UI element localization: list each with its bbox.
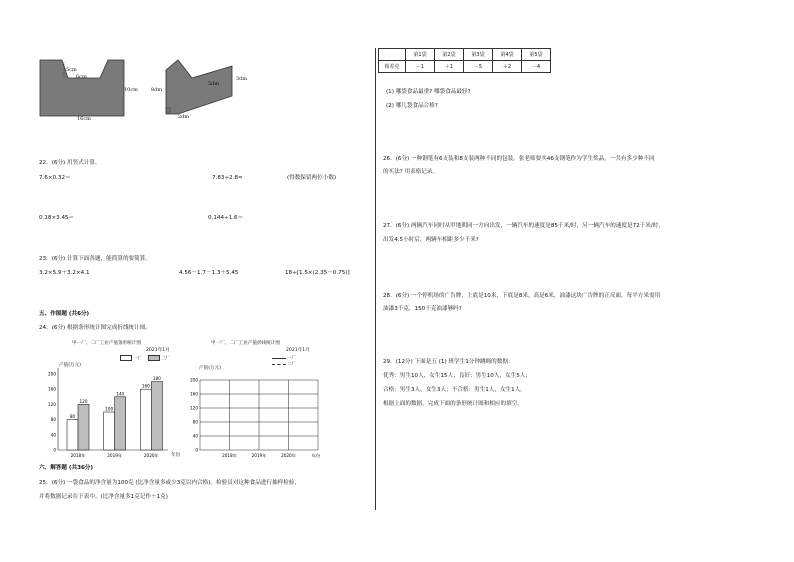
table-header-cell: 第5袋	[522, 49, 551, 61]
bar	[78, 404, 89, 450]
bar	[67, 420, 78, 450]
column-divider	[375, 48, 376, 510]
bar-chart-ylabel: 产值(万元)	[59, 363, 81, 368]
y-tick-label: 160	[190, 391, 198, 397]
bar	[151, 382, 162, 450]
y-tick-label: 80	[192, 419, 198, 425]
line-chart-ylabel: 产值(万元)	[199, 366, 221, 371]
x-tick-label: 2020年	[281, 453, 296, 458]
x-tick-label: 2019年	[251, 453, 267, 458]
bar-value-label: 140	[116, 391, 125, 397]
q29-line-4: 根据上面的数据，完成下面的条形统计图和相应的填空。	[383, 401, 523, 407]
fig1-label-a: 5cm	[66, 67, 77, 73]
q23-title: 23．(6分) 计算下面各题，能简算的要简算。	[39, 256, 151, 262]
x-axis-label: 年份	[311, 453, 321, 458]
q23-item-1: 3.2×5.9＋3.2×4.1	[39, 270, 90, 276]
q23-item-2: 4.56－1.7－1.3＋5.45	[179, 270, 239, 276]
q23-item-3: 18÷[1.5×(2.35－0.75)]	[285, 270, 350, 276]
bar	[140, 389, 151, 450]
fig2-label-c: 8dm	[151, 87, 163, 93]
y-tick-label: 160	[48, 386, 56, 392]
table-row	[379, 61, 551, 73]
line-chart-title: 甲一厂、二厂工业产值折线统计图	[211, 341, 280, 346]
line-legend-label-1: 一厂	[287, 355, 296, 360]
line-legend-label-2: 二厂	[287, 361, 296, 366]
bar-chart	[40, 360, 180, 460]
x-tick-label: 2018年	[222, 453, 237, 458]
figure-2	[160, 58, 240, 118]
table-cell: ＋1	[435, 61, 464, 73]
y-tick-label: 0	[53, 447, 56, 453]
fig1-label-d: 16cm	[77, 116, 91, 122]
y-tick-label: 120	[48, 401, 56, 407]
table-cell: －4	[522, 61, 551, 73]
y-tick-label: 40	[50, 432, 56, 438]
x-tick-label: 2020年	[143, 453, 159, 458]
bar-value-label: 80	[69, 414, 76, 420]
y-tick-label: 0	[195, 447, 198, 453]
legend-label-2: 二厂	[161, 356, 170, 362]
weight-table	[378, 48, 551, 73]
x-tick-label: 2018年	[70, 453, 86, 458]
q22-item-1: 7.6×0.32＝	[39, 175, 71, 181]
bar	[104, 412, 115, 450]
x-tick-label: 2019年	[107, 453, 123, 458]
legend-label-1: 一厂	[133, 356, 143, 362]
q24-title: 24．(6分) 根据条形统计图完成折线统计图。	[39, 325, 151, 331]
bar-value-label: 160	[141, 383, 150, 389]
q28-line-2: 油漆3千克，150千克油漆够吗?	[383, 306, 462, 312]
line-legend-swatch-2	[272, 364, 286, 365]
fig2-label-b: 3dm	[236, 76, 248, 82]
table-header-cell: 第1袋	[406, 49, 435, 61]
fig2-label-a: 5dm	[208, 81, 220, 87]
q25-sub-1: (1) 哪袋食品最重? 哪袋食品最轻?	[386, 89, 471, 95]
q27-line-1: 27．(6分) 两辆汽车同时从甲地朝同一方向出发，一辆汽车的速度是85千米/时，另一辆汽车的速度是72千米/时，	[383, 223, 664, 229]
table-header-cell: 第2袋	[435, 49, 464, 61]
bar-value-label: 120	[79, 398, 88, 404]
table-header-cell: 第4袋	[493, 49, 522, 61]
fig1-label-b: 6cm	[76, 74, 87, 80]
line-legend-swatch-1	[272, 358, 286, 359]
q25-line-1: 25．(6分) 一袋食品的净含量为100克 (比净含量多或少3克以内合格)。检验员对这种食品进行抽样检验，	[39, 480, 300, 486]
bar-value-label: 100	[105, 406, 114, 412]
q29-line-1: 29．(12分) 下面是五 (1) 班学生1分钟跳绳的数据：	[383, 359, 514, 365]
fig2-label-d: 2dm	[178, 114, 190, 120]
y-tick-label: 80	[50, 417, 56, 423]
bar-chart-xlabel: 年份	[171, 453, 181, 458]
table-cell: －5	[464, 61, 493, 73]
q25-line-2: 并将数据记录在下表中。(比净含量多1克记作＋1克)	[39, 494, 168, 500]
bar-chart-date: 2021年1月	[146, 348, 170, 353]
figure-1	[38, 58, 134, 120]
q29-line-2: 优秀：男生10人，女生15人；良好：男生10人，女生5人；	[383, 373, 531, 379]
table-header-cell	[379, 49, 406, 61]
q22-note: (得数保留两位小数)	[287, 175, 337, 181]
bar-chart-title: 甲一厂、二厂工业产值条形统计图	[72, 341, 141, 346]
line-chart-date: 2021年1月	[286, 348, 310, 353]
q22-title: 22．(6分) 用竖式计算。	[39, 160, 101, 166]
y-tick-label: 200	[190, 377, 198, 383]
section-6-heading: 六、解答题 (共36分)	[39, 465, 94, 471]
q25-sub-2: (2) 哪几袋食品合格?	[386, 103, 438, 109]
table-cell: －1	[406, 61, 435, 73]
table-cell: 相差克	[379, 61, 406, 73]
bar-value-label: 180	[152, 376, 161, 382]
section-5-heading: 五、作图题 (共6分)	[39, 311, 90, 317]
y-tick-label: 120	[190, 405, 198, 411]
q22-item-4: 0.144÷1.6＝	[208, 215, 244, 221]
table-header-row	[379, 49, 551, 61]
fig1-label-c: 10cm	[124, 87, 138, 93]
bar	[115, 397, 126, 450]
line-chart-legend	[272, 355, 296, 367]
q26-line-2: 的买法? 用表格记录。	[383, 169, 439, 175]
table-cell: ＋2	[493, 61, 522, 73]
q22-item-2: 7.83÷2.8≈	[212, 175, 243, 181]
y-tick-label: 200	[48, 371, 56, 377]
q29-line-3: 合格：男生3人，女生3人；不合格：男生1人，女生1人。	[383, 387, 526, 393]
line-chart	[180, 368, 330, 460]
y-tick-label: 40	[192, 433, 198, 439]
q28-line-1: 28．(6分) 一个停机场的广告牌，上底是10米，下底是8米，高是6米，油漆这块广告牌的正反面，每平方米需用	[383, 293, 661, 299]
q26-line-1: 26．(6分) 一种钢笔有6支装和8支装两种不同的包装。张老师要买46支钢笔作为学生奖品，一共有多少种不同	[383, 156, 655, 162]
table-header-cell: 第3袋	[464, 49, 493, 61]
q27-line-2: 出发4.5小时后，两辆车相距多少千米?	[383, 237, 479, 243]
q22-item-3: 0.18×3.45＝	[39, 215, 75, 221]
